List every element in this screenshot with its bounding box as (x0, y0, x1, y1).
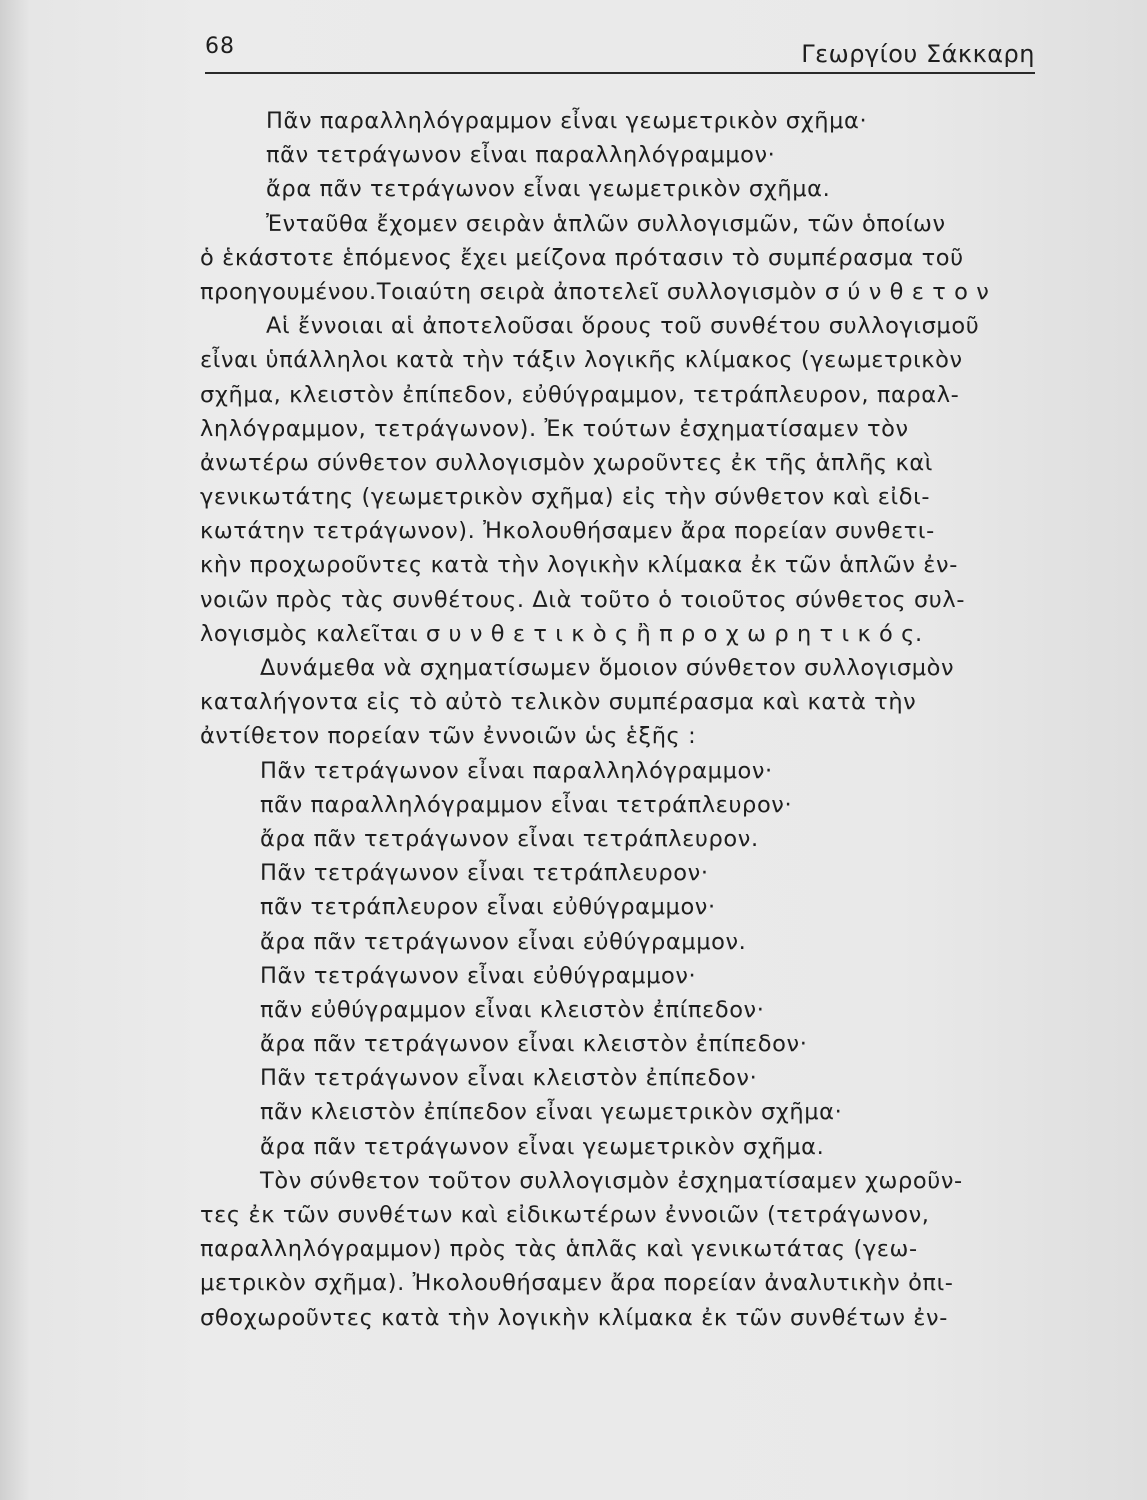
body-text (200, 104, 1036, 1335)
text-line: Πᾶν τετράγωνον εἶναι κλειστὸν ἐπίπεδον· (260, 1065, 758, 1092)
text-line: Πᾶν τετράγωνον εἶναι εὐθύγραμμον· (260, 962, 697, 989)
text-line: γενικωτάτης (γεωμετρικὸν σχῆμα) εἰς τὴν σύνθετον καὶ εἰδι- (200, 484, 931, 511)
text-line: κωτάτην τετράγωνον). Ἠκολουθήσαμεν ἄρα πορείαν συνθετι- (200, 518, 935, 545)
text-line: Πᾶν παραλληλόγραμμον εἶναι γεωμετρικὸν σχῆμα· (266, 108, 868, 134)
text-line: πᾶν παραλληλόγραμμον εἶναι τετράπλευρον· (260, 791, 793, 818)
text-line: τες ἐκ τῶν συνθέτων καὶ εἰδικωτέρων ἐννοιῶν (τετράγωνον, (200, 1202, 930, 1228)
text-line: παραλληλόγραμμον) πρὸς τὰς ἁπλᾶς καὶ γενικωτάτας (γεω- (200, 1236, 918, 1263)
text-line: μετρικὸν σχῆμα). Ἠκολουθήσαμεν ἄρα πορείαν ἀναλυτικὴν ὀπι- (200, 1270, 954, 1297)
text-line: Δυνάμεθα νὰ σχηματίσωμεν ὅμοιον σύνθετον συλλογισμὸν (260, 655, 955, 681)
text-line: Τὸν σύνθετον τοῦτον συλλογισμὸν ἐσχηματίσαμεν χωροῦν- (260, 1167, 963, 1194)
text-line: πᾶν εὐθύγραμμον εἶναι κλειστὸν ἐπίπεδον· (260, 996, 765, 1023)
text-line: Πᾶν τετράγωνον εἶναι παραλληλόγραμμον· (260, 757, 773, 784)
text-line: Ἐνταῦθα ἔχομεν σειρὰν ἁπλῶν συλλογισμῶν, τῶν ὁποίων (266, 210, 946, 237)
text-line: νοιῶν πρὸς τὰς συνθέτους. Διὰ τοῦτο ὁ τοιοῦτος σύνθετος συλ- (200, 586, 966, 613)
text-line: ἄρα πᾶν τετράγωνον εἶναι τετράπλευρον. (260, 825, 759, 852)
text-line: πᾶν τετράπλευρον εἶναι εὐθύγραμμον· (260, 894, 716, 921)
page-number: 68 (205, 34, 235, 59)
text-line: ληλόγραμμον, τετράγωνον). Ἐκ τούτων ἐσχηματίσαμεν τὸν (200, 415, 909, 442)
text-line: καταλήγοντα εἰς τὸ αὐτὸ τελικὸν συμπέρασμα καὶ κατὰ τὴν (200, 689, 917, 716)
text-line: κὴν προχωροῦντες κατὰ τὴν λογικὴν κλίμακα ἐκ τῶν ἁπλῶν ἐν- (200, 552, 958, 579)
text-line: ἀντίθετον πορείαν τῶν ἐννοιῶν ὡς ἑξῆς : (200, 723, 697, 750)
text-line: πᾶν τετράγωνον εἶναι παραλληλόγραμμον· (266, 142, 776, 169)
text-line: ὁ ἑκάστοτε ἑπόμενος ἔχει μείζονα πρότασιν τὸ συμπέρασμα τοῦ (200, 244, 964, 271)
text-line: προηγουμένου.Τοιαύτη σειρὰ ἀποτελεῖ συλλογισμὸν σ ύ ν θ ε τ ο ν (200, 278, 990, 305)
text-line: σχῆμα, κλειστὸν ἐπίπεδον, εὐθύγραμμον, τετράπλευρον, παραλ- (200, 381, 960, 408)
text-line: ἄρα πᾶν τετράγωνον εἶναι κλειστὸν ἐπίπεδον· (260, 1031, 808, 1058)
text-line: ἄρα πᾶν τετράγωνον εἶναι γεωμετρικὸν σχῆμα. (260, 1133, 825, 1160)
text-line: ἄρα πᾶν τετράγωνον εἶναι εὐθύγραμμον. (260, 928, 747, 955)
text-line: Αἱ ἔννοιαι αἱ ἀποτελοῦσαι ὅρους τοῦ συνθέτου συλλογισμοῦ (266, 313, 980, 340)
text-line: σθοχωροῦντες κατὰ τὴν λογικὴν κλίμακα ἐκ τῶν συνθέτων ἐν- (200, 1304, 948, 1331)
running-head-author: Γεωργίου Σάκκαρη (801, 40, 1035, 68)
text-line: ἀνωτέρω σύνθετον συλλογισμὸν χωροῦντες ἐκ τῆς ἁπλῆς καὶ (200, 449, 933, 476)
text-line: ἄρα πᾶν τετράγωνον εἶναι γεωμετρικὸν σχῆμα. (266, 176, 831, 203)
text-line: εἶναι ὑπάλληλοι κατὰ τὴν τάξιν λογικῆς κλίμακος (γεωμετρικὸν (200, 347, 963, 374)
page-header (205, 28, 1035, 74)
text-line: λογισμὸς καλεῖται σ υ ν θ ε τ ι κ ὸ ς ἢ π ρ ο χ ω ρ η τ ι κ ό ς. (200, 620, 923, 647)
text-line: πᾶν κλειστὸν ἐπίπεδον εἶναι γεωμετρικὸν σχῆμα· (260, 1099, 843, 1126)
text-line: Πᾶν τετράγωνον εἶναι τετράπλευρον· (260, 860, 709, 887)
